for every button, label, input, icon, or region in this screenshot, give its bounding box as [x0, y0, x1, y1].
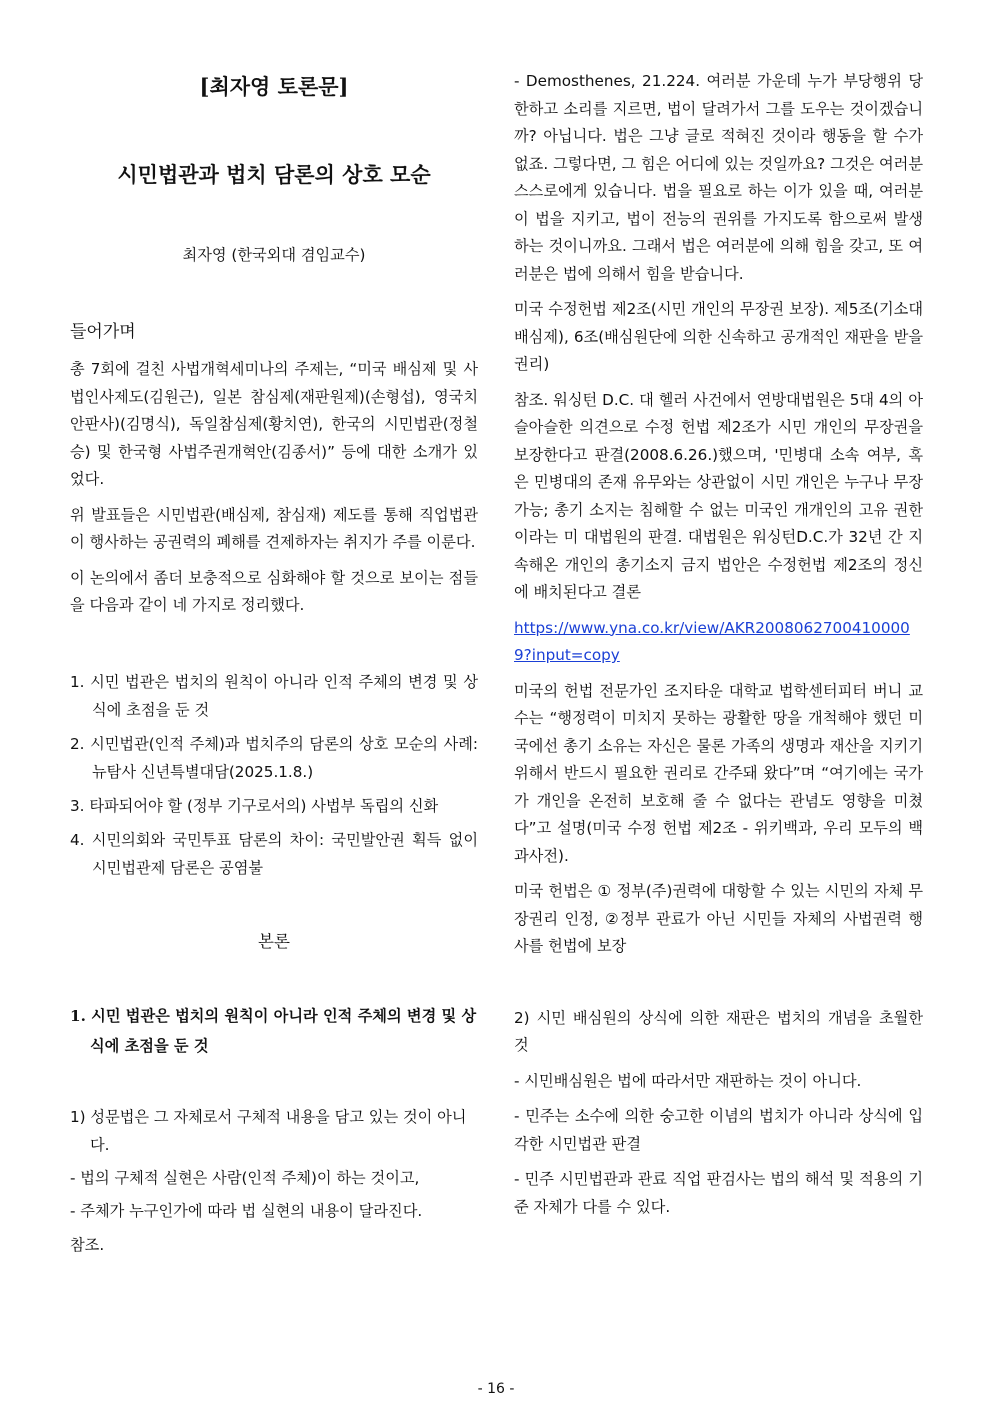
- author-line: 최자영 (한국외대 겸임교수): [182, 246, 366, 264]
- news-link[interactable]: https://www.yna.co.kr/view/AKR20080627004100009?input=copy: [514, 618, 910, 664]
- document-label: [최자영 토론문]: [199, 74, 349, 99]
- body-line: - 시민배심원은 법에 따라서만 재판하는 것이 아니다.: [514, 1071, 862, 1090]
- quote-paragraph: - Demosthenes, 21.224. 여러분 가운데 누가 부당행위 당한하고 소리를 지르면, 법이 달려가서 그를 도우는 것이겠습니까? 아닙니다. 법은 그냥 글로 적혀진 것이라 행동을 할 수가 없죠. 그렇다면, 그 힘은 어디에 있는 것일까요? 그것은 여러분 스스로에게 있습니다. 법을 필요로 하는 이가 있을 때, 여러분이 법을 지키고, 법이 전능의 권위를 가지도록 함으로써 발생하는 것이니까요. 그래서 법은 여러분에 의해 힘을 갖고, 또 여러분은 법에 의해서 힘을 받습니다.: [514, 72, 923, 283]
- subsection-title: 2) 시민 배심원의 상식에 의한 재판은 법치의 개념을 초월한 것: [514, 1008, 923, 1054]
- body-line: - 민주 시민법관과 관료 직업 판검사는 법의 해석 및 적용의 기준 자체가 다를 수 있다.: [514, 1170, 923, 1216]
- right-column: [514, 68, 923, 1229]
- intro-heading: 들어가며: [70, 322, 136, 342]
- topic-list: [70, 668, 478, 882]
- constitution-paragraph: 미국 헌법은 ① 정부(주)권력에 대항할 수 있는 시민의 자체 무장권리 인정, ②정부 관료가 아닌 시민들 자체의 사법권력 행사를 헌법에 보장: [514, 882, 923, 955]
- left-column: [70, 68, 478, 1265]
- subsection-title: 1) 성문법은 그 자체로서 구체적 내용을 담고 있는 것이 아니다.: [70, 1107, 467, 1154]
- body-line: - 민주는 소수에 의한 숭고한 이념의 법치가 아니라 상식에 입각한 시민법관 판결: [514, 1107, 923, 1153]
- reference-label: 참조.: [70, 1235, 105, 1254]
- body-line: - 주체가 누구인가에 따라 법 실현의 내용이 달라진다.: [70, 1202, 423, 1220]
- intro-paragraph: 이 논의에서 좀더 보충적으로 심화해야 할 것으로 보이는 점들을 다음과 같이 네 가지로 정리했다.: [70, 568, 478, 614]
- topic-item: 1. 시민 법관은 법치의 원칙이 아니라 인적 주체의 변경 및 상식에 초점을 둔 것: [70, 672, 478, 719]
- document-title: 시민법관과 법치 담론의 상호 모순: [117, 162, 431, 187]
- topic-item: 4. 시민의회와 국민투표 담론의 차이: 국민발안권 획득 없이 시민법관제 담론은 공염불: [70, 830, 478, 877]
- topic-item: 2. 시민법관(인적 주체)과 법치주의 담론의 상호 모순의 사례: 뉴탐사 신년특별대담(2025.1.8.): [70, 734, 478, 781]
- section-title: 1. 시민 법관은 법치의 원칙이 아니라 인적 주체의 변경 및 상식에 초점을 둔 것: [70, 1006, 477, 1055]
- amendment-paragraph: 미국 수정헌법 제2조(시민 개인의 무장권 보장). 제5조(기소대배심제), 6조(배심원단에 의한 신속하고 공개적인 재판을 받을 권리): [514, 300, 923, 373]
- expert-paragraph: 미국의 헌법 전문가인 조지타운 대학교 법학센터피터 버니 교수는 “행정력이 미치지 못하는 광활한 땅을 개척해야 했던 미국에선 총기 소유는 자신은 물론 가족의 생명과 재산을 지키기 위해서 반드시 필요한 권리로 간주돼 왔다”며 “여기에는 국가가 개인을 온전히 보호해 줄 수 없다는 관념도 영향을 미쳤다”고 설명(미국 수정 헌법 제2조 - 위키백과, 우리 모두의 백과사전).: [514, 681, 923, 865]
- intro-paragraph: 총 7회에 걸친 사법개혁세미나의 주제는, “미국 배심제 및 사법인사제도(김원근), 일본 참심제(재판원제)(손형섭), 영국치안판사)(김명식), 독일참심제(황치연), 한국의 시민법관(정철승) 및 한국형 사법주권개혁안(김종서)” 등에 대한 소개가 있었다.: [70, 360, 478, 488]
- intro-paragraph: 위 발표들은 시민법관(배심제, 참심재) 제도를 통해 직업법관이 행사하는 공권력의 폐해를 견제하자는 취지가 주를 이룬다.: [70, 505, 478, 551]
- page-number: - 16 -: [477, 1381, 515, 1397]
- topic-item: 3. 타파되어야 할 (정부 기구로서의) 사법부 독립의 신화: [70, 796, 439, 815]
- heller-case-paragraph: 참조. 워싱턴 D.C. 대 헬러 사건에서 연방대법원은 5대 4의 아슬아슬한 의견으로 수정 헌법 제2조가 시민 개인의 무장권을 보장한다고 판결(2008.6.26.)했으며, '민병대 소속 여부, 혹은 민병대의 존재 유무와는 상관없이 시민 개인은 누구나 무장 가능; 총기 소지는 침해할 수 없는 미국인 개개인의 고유 권한이라는 미 대법원의 판결. 대법원은 워싱턴D.C.가 32년 간 지속해온 개인의 총기소지 금지 법안은 수정헌법 제2조의 정신에 배치된다고 결론: [514, 390, 923, 601]
- body-line: - 법의 구체적 실현은 사람(인적 주체)이 하는 것이고,: [70, 1168, 420, 1187]
- body-heading: 본론: [258, 931, 290, 951]
